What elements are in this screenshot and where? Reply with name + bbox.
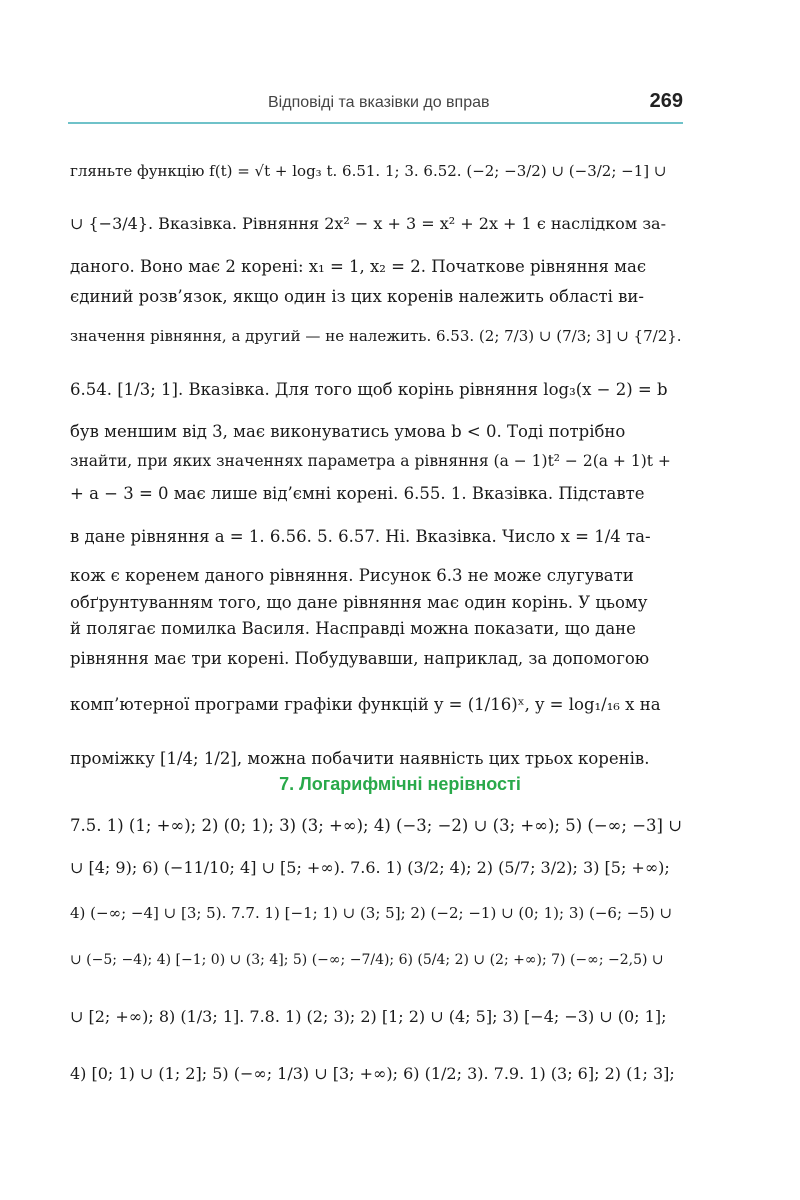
text-line: 4) [0; 1) ∪ (1; 2]; 5) (−∞; 1/3) ∪ [3; +∞); 6) (1/2; 3). 7.9. 1) (3; 6]; 2) (1; 3]; xyxy=(70,1063,675,1083)
text-line: 4) (−∞; −4] ∪ [3; 5). 7.7. 1) [−1; 1) ∪ (3; 5]; 2) (−2; −1) ∪ (0; 1); 3) (−6; −5) ∪ xyxy=(70,904,673,923)
text-line: 7.5. 1) (1; +∞); 2) (0; 1); 3) (3; +∞); 4) (−3; −2) ∪ (3; +∞); 5) (−∞; −3] ∪ xyxy=(70,816,683,836)
text-line: рівняння має три корені. Побудувавши, наприклад, за допомогою xyxy=(70,649,650,669)
text-line: знайти, при яких значеннях параметра a рівняння (a − 1)t² − 2(a + 1)t + xyxy=(70,451,671,470)
text-line: ∪ (−5; −4); 4) [−1; 0) ∪ (3; 4]; 5) (−∞; −7/4); 6) (5/4; 2) ∪ (2; +∞); 7) (−∞; −2,5) ∪ xyxy=(70,951,664,968)
running-header-title: Відповіді та вказівки до вправ xyxy=(268,94,490,111)
answers-block-top xyxy=(70,148,682,784)
text-line: 6.54. [1/3; 1]. Вказівка. Для того щоб корінь рівняння log₃(x − 2) = b xyxy=(70,380,668,400)
text-line: ∪ [4; 9); 6) (−11/10; 4] ∪ [5; +∞). 7.6. 1) (3/2; 4); 2) (5/7; 3/2); 3) [5; +∞); xyxy=(70,857,670,877)
text-line: проміжку [1/4; 1/2], можна побачити наявність цих трьох коренів. xyxy=(70,749,650,769)
section-heading: 7. Логарифмічні нерівності xyxy=(279,774,521,794)
text-line: кож є коренем даного рівняння. Рисунок 6.3 не може слугувати xyxy=(70,566,634,586)
text-line: гляньте функцію f(t) = √t + log₃ t. 6.51. 1; 3. 6.52. (−2; −3/2) ∪ (−3/2; −1] ∪ xyxy=(70,162,667,181)
text-line: ∪ [2; +∞); 8) (1/3; 1]. 7.8. 1) (2; 3); 2) [1; 2) ∪ (4; 5]; 3) [−4; −3) ∪ (0; 1]; xyxy=(70,1006,667,1026)
page-number: 269 xyxy=(649,90,683,112)
text-line: єдиний розв’язок, якщо один із цих коренів належить області ви- xyxy=(70,287,644,307)
page-header xyxy=(68,86,683,124)
text-line: значення рівняння, а другий — не належить. 6.53. (2; 7/3) ∪ (7/3; 3] ∪ {7/2}. xyxy=(70,327,682,346)
text-line: й полягає помилка Василя. Насправді можна показати, що дане xyxy=(70,619,636,639)
text-line: + a − 3 = 0 має лише від’ємні корені. 6.55. 1. Вказівка. Підставте xyxy=(70,484,645,504)
text-line: був меншим від 3, має виконуватись умова b < 0. Тоді потрібно xyxy=(70,422,626,442)
text-line: обґрунтуванням того, що дане рівняння має один корінь. У цьому xyxy=(70,593,648,613)
text-line: даного. Воно має 2 корені: x₁ = 1, x₂ = 2. Початкове рівняння має xyxy=(70,257,647,277)
text-line: ∪ {−3/4}. Вказівка. Рівняння 2x² − x + 3 = x² + 2x + 1 є наслідком за- xyxy=(70,213,666,233)
answers-block-bottom xyxy=(70,812,682,1102)
text-line: в дане рівняння a = 1. 6.56. 5. 6.57. Ні. Вказівка. Число x = 1/4 та- xyxy=(70,527,651,547)
text-line: комп’ютерної програми графіки функцій y = (1/16)ˣ, y = log₁/₁₆ x на xyxy=(70,695,661,715)
